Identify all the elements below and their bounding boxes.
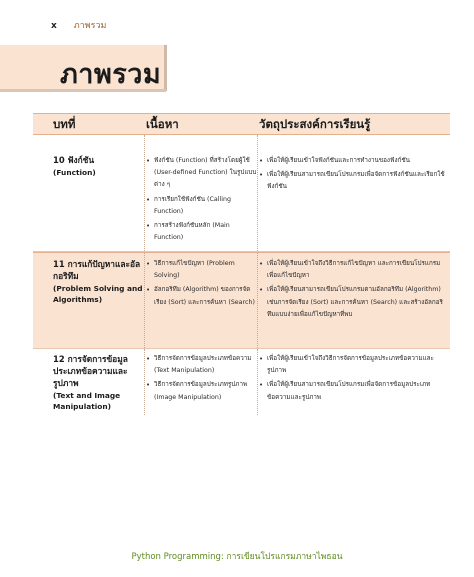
breadcrumb-item[interactable]: ภาพรวม [73,21,107,31]
content-cell [146,155,258,246]
list-item: • วิธีการจัดการข้อมูลประเภทรูปภาพ (Image Manipulation) [146,379,258,403]
column-header-content: เนื้อหา [146,117,179,131]
table-row [33,135,450,252]
chapter-subtitle: (Text and Image Manipulation) [53,391,121,411]
objectives-cell [259,353,449,406]
page-footer: Python Programming: การเขียนโปรแกรมภาษาไพธอน [131,552,343,562]
chapter-title: 12 การจัดการข้อมูลประเภทข้อความและรูปภาพ [53,354,128,388]
list-item: • อัลกอริทึม (Algorithm) ของการจัดเรียง (Sort) และการค้นหา (Search) [146,284,258,308]
overview-table [33,113,450,415]
list-item: • เพื่อให้ผู้เรียนสามารถเขียนโปรแกรมเพื่อจัดการฟังก์ชันและเรียกใช้ฟังก์ชัน [259,169,449,193]
chapter-cell [53,258,145,305]
table-row [33,349,450,415]
objectives-cell [259,155,449,196]
breadcrumb [51,18,106,32]
list-item: • การเรียกใช้ฟังก์ชัน (Calling Function) [146,194,258,218]
objectives-cell [259,258,449,323]
table-header [33,113,450,135]
list-item: • เพื่อให้ผู้เรียนสามารถเขียนโปรแกรมตามอัลกอริทึม (Algorithm) เช่นการจัดเรียง (Sort) และการค้นหา (Search) และสร้างอัลกอริทึมแบบง่ายเพื่อแก้ไขปัญหาที่พบ [259,284,449,321]
list-item: • วิธีการจัดการข้อมูลประเภทข้อความ (Text Manipulation) [146,353,258,377]
list-item: • การสร้างฟังก์ชันหลัก (Main Function) [146,220,258,244]
top-bar [0,0,474,14]
table-row [33,252,450,349]
content-cell [146,353,258,406]
chapter-title: 10 ฟังก์ชัน [53,155,95,165]
column-header-objectives: วัตถุประสงค์การเรียนรู้ [259,117,371,131]
chapter-cell [53,154,145,178]
chapter-title: 11 การแก้ปัญหาและอัลกอริทึม [53,259,141,281]
list-item: • เพื่อให้ผู้เรียนเข้าใจถึงวิธีการจัดการข้อมูลประเภทข้อความและรูปภาพ [259,353,449,377]
list-item: • วิธีการแก้ไขปัญหา (Problem Solving) [146,258,258,282]
content-cell [146,258,258,311]
title-band-edge [164,45,167,91]
close-icon[interactable]: x [51,21,57,31]
list-item: • เพื่อให้ผู้เรียนสามารถเขียนโปรแกรมเพื่อจัดการข้อมูลประเภทข้อความและรูปภาพ [259,379,449,403]
page-title: ภาพรวม [60,59,162,90]
chapter-cell [53,353,145,412]
column-header-chapter: บทที่ [53,117,76,131]
list-item: • เพื่อให้ผู้เรียนเข้าใจฟังก์ชันและการทำงานของฟังก์ชัน [259,155,449,167]
list-item: • ฟังก์ชัน (Function) ที่สร้างโดยผู้ใช้ (User-defined Function) ในรูปแบบต่าง ๆ [146,155,258,192]
list-item: • เพื่อให้ผู้เรียนเข้าใจถึงวิธีการแก้ไขปัญหา และการเขียนโปรแกรมเพื่อแก้ไขปัญหา [259,258,449,282]
chapter-subtitle: (Function) [53,168,96,177]
chapter-subtitle: (Problem Solving and Algorithms) [53,284,143,304]
